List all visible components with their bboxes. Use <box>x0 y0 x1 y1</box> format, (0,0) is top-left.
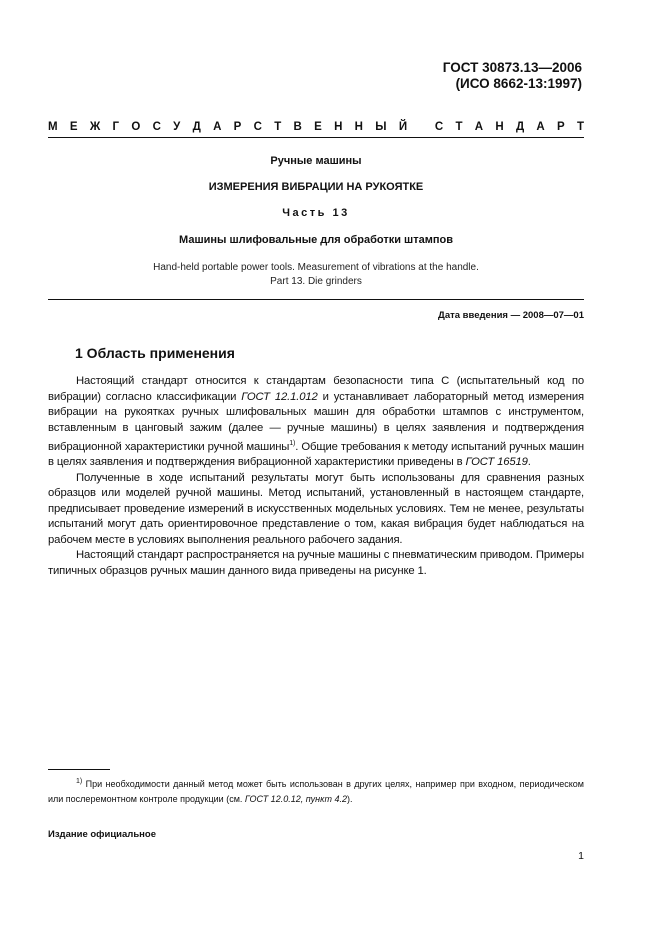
paragraph-1: Настоящий стандарт относится к стандартам безопасности типа С (испытательный код по вибрации) согласно классификации ГОСТ 12.1.012 и устанавливает лабораторный метод измерения вибрации на рукоятках ручных шлифовальных машин для обработки штампов с инструментом, вставленным в цанговый зажим (далее — ручные машины) в целях заявления и подтверждения вибрационной характеристики ручной машины$^{1)}$. Общие требования к методу испытаний ручных машин в целях заявления и подтверждения вибрационной характеристики приведены в ГОСТ 16519. <box>48 375 584 469</box>
iso-code: (ИСО 8662-13:1997) <box>455 76 582 91</box>
page-number: 1 <box>578 850 584 862</box>
paragraph-3: Настоящий стандарт распространяется на ручные машины с пневматическим приводом. Примеры типичных образцов ручных машин данного вида приведены на рисунке 1. <box>48 549 584 577</box>
banner-letter: Р <box>233 121 242 133</box>
banner-letter: С <box>434 121 444 133</box>
banner-letter: Ы <box>375 121 387 133</box>
title-line-1: Ручные машины <box>270 155 362 167</box>
banner-letter: Е <box>69 121 78 133</box>
title-english-2: Part 13. Die grinders <box>270 276 362 287</box>
banner-letter: Т <box>455 121 463 133</box>
footnote-mark: 1) <box>289 440 296 447</box>
banner-letter: О <box>131 121 141 133</box>
banner-letter: Р <box>557 121 565 133</box>
banner-letter: Ж <box>89 121 101 133</box>
footnote: $^{1)}$ При необходимости данный метод может быть использован в других целях, например при входном, периодическом или послеремонтном контроле продукции (см. ГОСТ 12.0.12, пункт 4.2). <box>48 778 584 804</box>
section-heading: 1 Область применения <box>75 345 235 361</box>
title-rule <box>48 299 584 300</box>
gost-ref-12-1-012: ГОСТ 12.1.012 <box>241 390 318 403</box>
footnote-rule <box>48 769 110 770</box>
title-line-2: ИЗМЕРЕНИЯ ВИБРАЦИИ НА РУКОЯТКЕ <box>208 181 424 193</box>
introduction-date: Дата введения — 2008—07—01 <box>438 310 584 321</box>
standard-code: ГОСТ 30873.13—2006 <box>442 60 582 75</box>
banner-letter: А <box>213 121 222 133</box>
banner-letter: Т <box>576 121 584 133</box>
banner-letter: Е <box>314 121 322 133</box>
banner-letter: Й <box>398 121 408 133</box>
banner-letter: С <box>152 121 161 133</box>
banner-letter: Д <box>192 121 201 133</box>
title-line-3: Машины шлифовальные для обработки штампов <box>179 234 453 246</box>
banner-letter: Т <box>274 121 282 133</box>
banner-letter: Г <box>112 121 120 133</box>
banner-letter: Д <box>515 121 525 133</box>
interstate-standard-banner <box>48 121 584 133</box>
paragraph-2: Полученные в ходе испытаний результаты могут быть использованы для сравнения разных образцов или моделей ручной машины. Метод испытаний, установленный в настоящем стандарте, предписывает проведение измерений в искусственных модельных условиях. Тем не менее, результаты испытаний могут дать ориентировочное представление о том, какая вибрация будет наблюдаться на рабочем месте в условиях выполнения реального рабочего задания. <box>48 471 584 546</box>
banner-letter: А <box>474 121 484 133</box>
title-part: Часть 13 <box>282 207 350 219</box>
banner-letter: А <box>536 121 545 133</box>
banner-letter <box>419 121 422 133</box>
banner-letter: Н <box>334 121 343 133</box>
section-body <box>48 374 584 579</box>
banner-letter: С <box>253 121 262 133</box>
banner-letter: У <box>173 121 181 133</box>
banner-letter: М <box>48 121 58 133</box>
banner-letter: В <box>293 121 302 133</box>
banner-letter: Н <box>495 121 504 133</box>
footnote-number: 1) <box>76 778 83 785</box>
banner-rule <box>48 137 584 138</box>
footnote-ref: ГОСТ 12.0.12, пункт 4.2 <box>244 794 347 804</box>
official-edition: Издание официальное <box>48 829 156 840</box>
title-english-1: Hand-held portable power tools. Measurement of vibrations at the handle. <box>153 262 479 273</box>
banner-letter: Н <box>354 121 363 133</box>
gost-ref-16519: ГОСТ 16519 <box>465 456 528 469</box>
